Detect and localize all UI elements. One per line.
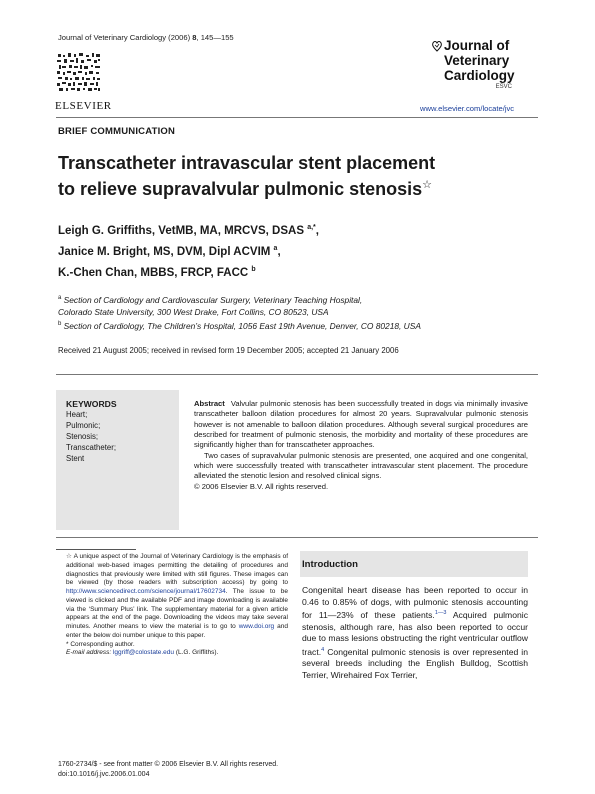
doi-org-link[interactable]: www.doi.org [238,623,275,630]
corresponding-author: * Corresponding author. [66,640,135,648]
journal-logo [432,38,532,90]
introduction-heading: Introduction [302,559,358,570]
author-1-affiliation-link[interactable]: a,* [307,224,316,231]
keywords-heading: KEYWORDS [66,399,117,409]
journal-logo-sub: ESVC [495,84,512,90]
journal-logo-line-3: Cardiology [444,68,515,83]
abstract-para-2: Two cases of supravalvular pulmonic stenosis are presented, one acquired and one congenital, which were successfully treated with transcatheter intravascular stent placement. The procedure alleviated the stenotic lesion and resolved clinical signs. [194,450,528,481]
keyword: Pulmonic; [66,421,101,430]
title-line-1: Transcatheter intravascular stent placement [58,153,436,173]
email-label: E-mail address: [66,649,112,657]
journal-logo-line-1: Journal of [444,38,510,53]
abstract-heading: Abstract [194,399,225,408]
sciencedirect-link[interactable]: http://www.sciencedirect.com/science/journal/17602734 [66,588,226,595]
citation-prefix: Journal of Veterinary Cardiology (2006) [58,33,191,42]
abstract-divider-top [56,374,538,375]
reference-link[interactable]: 4 [321,646,325,653]
header-divider [56,117,538,118]
author-1: Leigh G. Griffiths, VetMB, MA, MRCVS, DSAS $^{a,*}$, [58,224,319,237]
author-2: Janice M. Bright, MS, DVM, Dipl ACVIM $^a$, [58,244,281,258]
footnote-divider [56,549,136,550]
received-dates: Received 21 August 2005; received in revised form 19 December 2005; accepted 21 January 2006 [58,346,399,355]
author-3: K.-Chen Chan, MBBS, FRCP, FACC $^b$ [58,265,256,279]
citation-volume: 8 [192,33,197,42]
abstract-divider-bottom [56,537,538,538]
author-list [58,219,528,281]
article-title [58,152,528,200]
keyword: Heart; [66,410,88,419]
affiliation-b: $^b$ Section of Cardiology, The Children’s Hospital, 1056 East 19th Avenue, Denver, CO 80218, USA [58,320,421,331]
keywords-box [56,390,179,530]
keyword: Transcatheter; [66,443,116,452]
email-link[interactable]: lggriff@colostate.edu [112,649,175,657]
title-line-2: to relieve supravalvular pulmonic stenosis [58,179,423,199]
publisher-name: ELSEVIER [55,100,112,112]
journal-logo-line-2: Veterinary [444,53,510,68]
author-2-affiliation-link[interactable]: a [273,244,278,252]
affiliations [58,292,538,332]
introduction-text: Congenital heart disease has been reported to occur in 0.46 to 0.85% of dogs, with pulmonic stenosis accounting for 11—23% of these patients.$^{1—3}$ Acquired pulmonic stenosis, although rare, has also been reported to occur due to mass lesions obstructing the right ventricular outflow tract.$^4$ Congenital pulmonic stenosis is over represented in several breeds including the English Bulldog, Scottish Terrier, Wirehaired Fox Terrier, [302,585,528,680]
keyword: Stent [66,454,85,463]
bottom-matter [58,760,408,780]
section-label: BRIEF COMMUNICATION [58,126,176,137]
abstract-para-1: Valvular pulmonic stenosis has been successfully treated in dogs via minimally invasive transcatheter balloon dilation procedures for almost 20 years. Supravalvular pulmonic stenosis however is not amenable to balloon dilation procedures. Although several surgical procedures are described for treatment of pulmonic stenosis, the morbidity and mortality of these procedures are significantly higher than for transcatheter approaches. [194,399,528,450]
author-3-affiliation-link[interactable]: b [251,265,256,273]
publisher-tree-logo-icon [56,52,102,92]
footnote: ☆ A unique aspect of the Journal of Veterinary Cardiology is the emphasis of additional web-based images permitting the detailing of procedures and diagnostics that previously were limited with still figures. These images can be viewed (by those readers with subscription access) by going to http://www.sciencedirect.com/science/journal/17602734. The issue to be viewed is clicked and the available PDF and image downloading is available via the ‘Summary Plus’ link. The supplementary material for a given article appears at the end of the page. Downloading the videos may take several minutes. Another means to view the material is to go to www.doi.org and enter the below doi number unique to this paper. * Corresponding author. E-mail address: lggriff@colostate.edu (L.G. Griffiths). [58,553,288,658]
heart-crest-icon [432,40,442,52]
reference-link[interactable]: 1—3 [434,610,447,617]
journal-url-link[interactable]: www.elsevier.com/locate/jvc [420,104,515,113]
journal-citation [58,33,234,42]
doi-line[interactable]: doi:10.1016/j.jvc.2006.01.004 [58,771,150,778]
affiliation-a-line-2: Colorado State University, 300 West Drake, Fort Collins, CO 80523, USA [58,306,329,317]
keyword: Stenosis; [66,432,99,441]
abstract [194,399,528,492]
issn-line: 1760-2734/$ - see front matter © 2006 Elsevier B.V. All rights reserved. [58,761,279,768]
abstract-copyright: © 2006 Elsevier B.V. All rights reserved. [194,481,329,491]
title-footnote-star[interactable]: ☆ [422,179,433,191]
affiliation-a: $^a$ Section of Cardiology and Cardiovascular Surgery, Veterinary Teaching Hospital, [58,294,363,305]
footnote-star: ☆ [66,553,72,560]
citation-pages: , 145—155 [196,33,234,42]
